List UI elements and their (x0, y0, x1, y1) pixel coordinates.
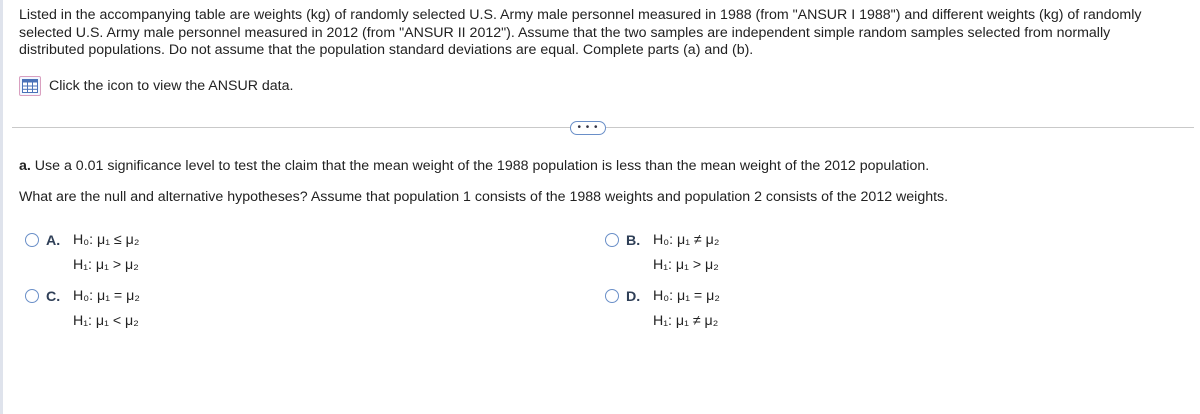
problem-statement (19, 7, 1179, 60)
problem-text: Listed in the accompanying table are weights (kg) of randomly selected U.S. Army male personnel measured in 1988 (from "ANSUR I 1988") and different weights (kg) of randomly selected U.S. Army male personnel measured in 2012 (from "ANSUR II 2012"). Assume that the two samples are independent simple random samples selected from normally distributed populations. Do not assume that the population standard deviations are equal. Complete parts (a) and (b). (19, 7, 1142, 58)
option-c-null: H₀: μ₁ = μ₂ (73, 288, 140, 304)
part-a-label: a. (19, 158, 31, 174)
view-data-label[interactable]: Click the icon to view the ANSUR data. (49, 78, 294, 94)
expand-more-button[interactable] (570, 121, 606, 135)
option-a[interactable] (25, 233, 139, 278)
option-c-hypotheses (73, 284, 140, 334)
radio-button-a[interactable] (25, 233, 39, 247)
part-a-question (19, 158, 929, 174)
option-d[interactable] (605, 289, 720, 334)
option-d-hypotheses (653, 284, 720, 334)
radio-button-b[interactable] (605, 233, 619, 247)
option-b-alternative: H₁: μ₁ > μ₂ (653, 257, 719, 273)
hypotheses-prompt: What are the null and alternative hypotheses? Assume that population 1 consists of the 1988 weights and population 2 consists of the 2012 weights. (19, 189, 949, 205)
option-d-letter: D. (626, 289, 641, 305)
part-a-text: Use a 0.01 significance level to test the claim that the mean weight of the 1988 population is less than the mean weight of the 2012 population. (34, 158, 930, 174)
table-icon[interactable] (19, 76, 41, 96)
radio-button-d[interactable] (605, 289, 619, 303)
option-a-letter: A. (46, 233, 61, 249)
option-d-null: H₀: μ₁ = μ₂ (653, 288, 720, 304)
option-c-alternative: H₁: μ₁ < μ₂ (73, 313, 139, 329)
option-c-letter: C. (46, 289, 61, 305)
option-b-letter: B. (626, 233, 641, 249)
option-b[interactable] (605, 233, 719, 278)
option-d-alternative: H₁: μ₁ ≠ μ₂ (653, 313, 719, 329)
option-a-alternative: H₁: μ₁ > μ₂ (73, 257, 139, 273)
option-a-null: H₀: μ₁ ≤ μ₂ (73, 232, 140, 248)
view-data-link[interactable] (19, 76, 293, 96)
option-c[interactable] (25, 289, 140, 334)
option-b-null: H₀: μ₁ ≠ μ₂ (653, 232, 720, 248)
radio-button-c[interactable] (25, 289, 39, 303)
option-b-hypotheses (653, 228, 719, 278)
ellipsis-icon: • • • (577, 122, 599, 133)
left-edge-bar (0, 0, 3, 414)
option-a-hypotheses (73, 228, 139, 278)
